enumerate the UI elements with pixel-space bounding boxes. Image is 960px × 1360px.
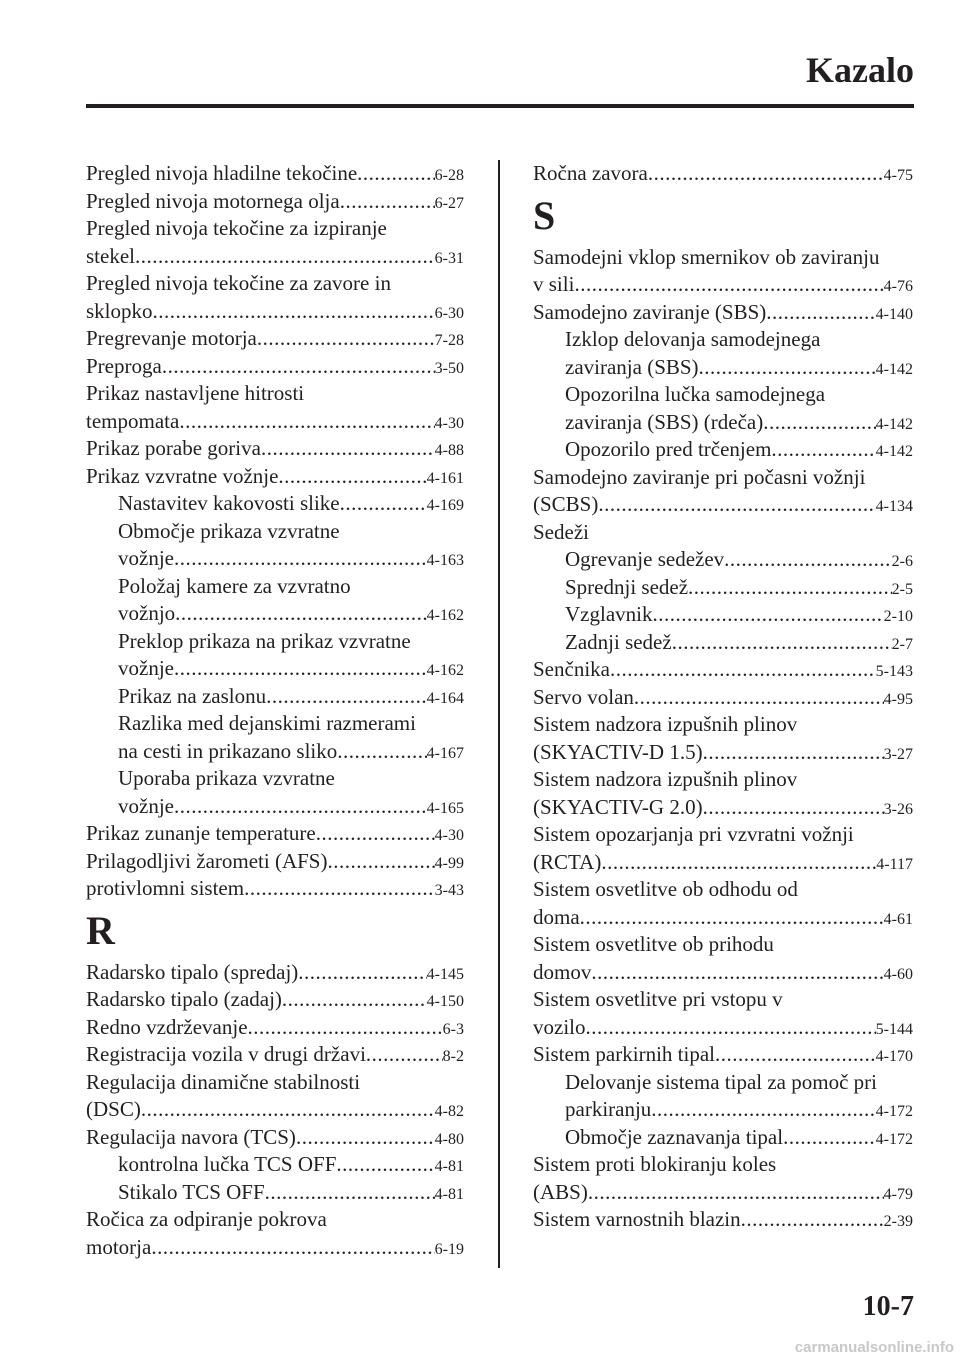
index-entry-text: Zadnji sedež xyxy=(565,629,672,654)
index-entry xyxy=(533,299,913,327)
dot-leader xyxy=(151,1234,434,1262)
dot-leader xyxy=(282,986,427,1014)
index-subentry xyxy=(533,1124,913,1152)
index-entry xyxy=(86,298,464,326)
index-page-ref: 4-170 xyxy=(875,1048,913,1065)
index-page-ref: 4-30 xyxy=(434,827,464,844)
dot-leader xyxy=(244,875,435,903)
index-entry-text: motorja xyxy=(86,1234,152,1259)
index-page-ref: 4-142 xyxy=(875,360,913,378)
index-entry: Prikaz nastavljene hitrosti xyxy=(86,381,305,405)
index-entry-text: (ABS) xyxy=(533,1179,588,1204)
dot-leader xyxy=(336,1151,434,1179)
index-entry-text: Senčnika xyxy=(533,657,610,681)
dot-leader xyxy=(316,820,435,848)
index-entry xyxy=(86,160,464,188)
dot-leader xyxy=(715,1041,876,1069)
index-entry-text: zaviranja (SBS) xyxy=(565,354,699,379)
dot-leader xyxy=(763,409,875,437)
dot-leader xyxy=(357,160,435,188)
index-entry-text: Prikaz zunanje temperature xyxy=(86,821,316,845)
index-subentry: Izklop delovanja samodejnega xyxy=(565,327,821,351)
index-entry: Sedeži xyxy=(533,519,589,544)
index-entry xyxy=(533,1206,913,1234)
index-entry-text: Preproga xyxy=(86,353,162,378)
dot-leader xyxy=(296,1124,435,1152)
index-entry-text: (DSC) xyxy=(86,1097,141,1121)
dot-leader xyxy=(741,1206,884,1234)
index-page-ref: 2-5 xyxy=(891,580,913,598)
index-entry xyxy=(533,959,913,987)
index-entry-text: Stikalo TCS OFF xyxy=(118,1179,265,1204)
index-entry-text: Radarsko tipalo (spredaj) xyxy=(86,959,299,984)
index-page-ref: 4-30 xyxy=(434,414,464,432)
index-page-ref: 3-50 xyxy=(434,359,464,377)
index-subentry xyxy=(86,655,464,683)
index-entry-text: vozilo xyxy=(533,1014,586,1039)
index-page-ref: 4-142 xyxy=(875,415,913,433)
index-page-ref: 4-60 xyxy=(883,965,913,983)
index-entry: Sistem opozarjanja pri vzvratni vožnji xyxy=(533,822,854,846)
dot-leader xyxy=(141,1096,435,1124)
index-entry: Pregled nivoja tekočine za zavore in xyxy=(86,271,391,295)
dot-leader xyxy=(634,684,884,712)
index-entry: Sistem nadzora izpušnih plinov xyxy=(533,767,798,791)
index-entry: Sistem nadzora izpušnih plinov xyxy=(533,712,798,736)
index-subentry xyxy=(533,436,913,464)
index-entry-text: Pregrevanje motorja xyxy=(86,326,257,350)
index-entry-text: tempomata xyxy=(86,408,180,433)
index-subentry xyxy=(533,354,913,382)
dot-leader xyxy=(598,491,875,519)
index-entry-text: kontrolna lučka TCS OFF xyxy=(118,1152,337,1176)
index-page-ref: 4-81 xyxy=(434,1185,464,1203)
index-entry-text: Prikaz vzvratne vožnje xyxy=(86,463,279,488)
index-entry-text: Prilagodljivi žarometi (AFS) xyxy=(86,848,328,873)
index-entry: Sistem osvetlitve ob odhodu od xyxy=(533,877,798,901)
index-subentry xyxy=(86,600,464,628)
index-page-ref: 4-140 xyxy=(875,305,913,323)
dot-leader xyxy=(278,463,426,491)
index-entry-text: parkiranju xyxy=(565,1097,652,1121)
index-page-ref: 4-172 xyxy=(875,1103,913,1120)
index-page-ref: 4-95 xyxy=(883,690,913,708)
index-entry-text: stekel xyxy=(86,243,135,268)
index-page-ref: 6-30 xyxy=(434,304,464,322)
dot-leader xyxy=(340,188,435,216)
index-entry xyxy=(533,1041,913,1069)
index-subentry: Opozorilna lučka samodejnega xyxy=(565,382,826,406)
index-subentry xyxy=(533,574,913,602)
index-entry xyxy=(86,959,464,987)
index-entry: Ročica za odpiranje pokrova xyxy=(86,1207,327,1231)
index-page-ref: 4-81 xyxy=(434,1158,464,1175)
index-section-letter: S xyxy=(533,192,556,238)
index-entry xyxy=(86,820,464,848)
index-subentry xyxy=(533,546,913,574)
index-entry-text: sklopko xyxy=(86,298,153,323)
index-entry: Sistem proti blokiranju koles xyxy=(533,1152,777,1176)
index-page-ref: 4-162 xyxy=(426,607,464,624)
index-entry-text: vožnjo xyxy=(118,601,176,625)
index-entry: Regulacija dinamične stabilnosti xyxy=(86,1069,361,1094)
dot-leader xyxy=(703,739,884,767)
index-page-ref: 2-7 xyxy=(891,635,913,653)
index-page-ref: 4-162 xyxy=(426,662,464,679)
index-page-ref: 4-142 xyxy=(875,443,913,460)
index-entry-text: Nastavitev kakovosti slike xyxy=(118,491,340,515)
index-entry-text: protivlomni sistem xyxy=(86,876,245,900)
dot-leader xyxy=(135,243,435,271)
dot-leader xyxy=(591,959,883,987)
dot-leader xyxy=(266,683,427,711)
index-entry: Samodejno zaviranje pri počasni vožnji xyxy=(533,464,866,489)
index-subentry xyxy=(533,1096,913,1124)
index-entry-text: (RCTA) xyxy=(533,849,602,874)
index-entry-text: (SKYACTIV-D 1.5) xyxy=(533,739,703,764)
index-page-ref: 5-144 xyxy=(875,1020,913,1038)
dot-leader xyxy=(724,546,892,574)
index-subentry: Uporaba prikaza vzvratne xyxy=(118,766,335,790)
index-subentry xyxy=(86,793,464,821)
index-entry xyxy=(86,1041,464,1069)
index-page-ref: 4-117 xyxy=(876,855,913,873)
index-entry xyxy=(533,849,913,877)
index-page-ref: 4-145 xyxy=(426,965,464,983)
index-page-ref: 5-143 xyxy=(875,663,913,680)
index-subentry xyxy=(533,601,913,629)
index-entry-text: Prikaz porabe goriva xyxy=(86,436,261,460)
dot-leader xyxy=(586,1014,876,1042)
index-entry xyxy=(86,1096,464,1124)
dot-leader xyxy=(688,574,892,602)
index-entry-text: Redno vzdrževanje xyxy=(86,1014,248,1039)
index-entry xyxy=(533,1179,913,1207)
index-page-ref: 4-161 xyxy=(426,469,464,487)
index-entry-text: Območje zaznavanja tipal xyxy=(565,1124,784,1149)
index-entry-text: Samodejno zaviranje (SBS) xyxy=(533,299,767,324)
dot-leader xyxy=(248,1014,443,1042)
index-entry xyxy=(86,1124,464,1152)
index-subentry: Položaj kamere za vzvratno xyxy=(118,573,351,598)
index-entry-text: Pregled nivoja motornega olja xyxy=(86,188,340,213)
index-entry xyxy=(86,408,464,436)
index-page-ref: 4-82 xyxy=(434,1103,464,1120)
dot-leader xyxy=(601,849,876,877)
dot-leader xyxy=(366,1041,443,1069)
dot-leader xyxy=(162,353,435,381)
index-page-ref: 6-31 xyxy=(434,249,464,267)
dot-leader xyxy=(174,793,427,821)
index-entry-text: v sili xyxy=(533,272,575,296)
index-subentry xyxy=(86,490,464,518)
index-entry-text: zaviranja (SBS) (rdeča) xyxy=(565,409,764,434)
index-page-ref: 4-163 xyxy=(426,552,464,569)
dot-leader xyxy=(340,490,427,518)
index-entry xyxy=(533,271,913,299)
dot-leader xyxy=(265,1179,435,1207)
index-entry xyxy=(86,188,464,216)
index-entry: Sistem osvetlitve ob prihodu xyxy=(533,932,774,956)
index-entry-text: Sistem parkirnih tipal xyxy=(533,1042,715,1066)
index-entry-text: Pregled nivoja hladilne tekočine xyxy=(86,161,358,185)
dot-leader xyxy=(257,325,435,353)
index-entry-text: Radarsko tipalo (zadaj) xyxy=(86,987,282,1011)
index-subentry xyxy=(533,409,913,437)
dot-leader xyxy=(175,600,427,628)
dot-leader xyxy=(174,545,427,573)
index-entry-text: Prikaz na zaslonu xyxy=(118,683,267,708)
dot-leader xyxy=(261,435,435,463)
index-subentry xyxy=(86,545,464,573)
index-page-ref: 4-165 xyxy=(426,799,464,817)
index-section-letter: R xyxy=(86,907,115,953)
index-entry-text: vožnje xyxy=(118,793,174,818)
dot-leader xyxy=(703,794,884,822)
index-entry xyxy=(533,739,913,767)
index-subentry xyxy=(86,738,464,766)
index-entry xyxy=(86,325,464,353)
dot-leader xyxy=(153,298,435,326)
index-page-ref: 4-167 xyxy=(426,744,464,762)
index-entry xyxy=(86,243,464,271)
index-page-ref: 4-88 xyxy=(434,442,464,459)
index-entry-text: Vzglavnik xyxy=(565,602,653,626)
dot-leader xyxy=(699,354,876,382)
index-entry xyxy=(533,1014,913,1042)
index-entry xyxy=(533,794,913,822)
dot-leader xyxy=(298,959,426,987)
dot-leader xyxy=(651,1096,875,1124)
dot-leader xyxy=(588,1179,884,1207)
header-rule xyxy=(86,104,914,108)
index-page-ref: 4-134 xyxy=(875,498,913,515)
index-entry xyxy=(86,463,464,491)
index-page-ref: 4-75 xyxy=(883,167,913,184)
index-subentry: Razlika med dejanskimi razmerami xyxy=(118,711,416,735)
index-subentry: Preklop prikaza na prikaz vzvratne xyxy=(118,628,411,653)
column-divider xyxy=(498,160,500,1268)
index-entry-text: vožnje xyxy=(118,656,174,680)
dot-leader xyxy=(771,436,875,464)
index-entry-text: na cesti in prikazano sliko xyxy=(118,738,338,763)
index-page-ref: 2-6 xyxy=(891,553,913,570)
index-page-ref: 3-27 xyxy=(883,745,913,763)
index-page-ref: 4-169 xyxy=(426,497,464,514)
index-subentry: Delovanje sistema tipal za pomoč pri xyxy=(565,1069,877,1094)
dot-leader xyxy=(766,299,875,327)
dot-leader xyxy=(327,848,434,876)
index-entry-text: Regulacija navora (TCS) xyxy=(86,1124,296,1149)
index-page-ref: 6-19 xyxy=(434,1240,464,1258)
index-entry-text: (SCBS) xyxy=(533,492,599,516)
index-page-ref: 8-2 xyxy=(442,1048,464,1065)
index-entry xyxy=(533,160,913,188)
index-entry-text: doma xyxy=(533,904,580,929)
index-page-ref: 4-76 xyxy=(883,278,913,295)
index-entry-text: Ročna zavora xyxy=(533,161,648,185)
index-page-ref: 4-80 xyxy=(434,1130,464,1148)
index-page-ref: 4-164 xyxy=(426,689,464,707)
index-entry-text: Registracija vozila v drugi državi xyxy=(86,1042,366,1066)
watermark: carmanualsonline.info xyxy=(794,1339,954,1356)
index-page-ref: 4-172 xyxy=(875,1130,913,1148)
index-page-ref: 2-39 xyxy=(883,1213,913,1230)
page-header-title: Kazalo xyxy=(806,50,914,90)
index-page-ref: 4-61 xyxy=(883,910,913,928)
index-entry xyxy=(533,684,913,712)
index-entry-text: Ogrevanje sedežev xyxy=(565,547,725,571)
index-entry-text: domov xyxy=(533,959,592,984)
dot-leader xyxy=(648,160,884,188)
page-number: 10-7 xyxy=(862,1291,914,1322)
index-subentry xyxy=(533,629,913,657)
index-entry-text: Sprednji sedež xyxy=(565,574,689,599)
index-entry xyxy=(533,904,913,932)
index-page-ref: 3-26 xyxy=(883,800,913,818)
dot-leader xyxy=(174,655,427,683)
index-page-ref: 4-79 xyxy=(883,1185,913,1203)
index-column-right xyxy=(533,160,913,1234)
index-page-ref: 6-3 xyxy=(442,1020,464,1038)
index-entry: Samodejni vklop smernikov ob zaviranju xyxy=(533,244,880,269)
index-entry xyxy=(86,353,464,381)
dot-leader xyxy=(179,408,434,436)
index-subentry xyxy=(86,1179,464,1207)
index-page-ref: 7-28 xyxy=(434,332,464,349)
index-entry-text: vožnje xyxy=(118,546,174,570)
index-entry xyxy=(533,491,913,519)
dot-leader xyxy=(610,656,876,684)
index-entry-text: Opozorilo pred trčenjem xyxy=(565,437,772,461)
index-subentry xyxy=(86,683,464,711)
index-page-ref: 3-43 xyxy=(434,882,464,899)
index-entry xyxy=(86,435,464,463)
index-entry-text: Sistem varnostnih blazin xyxy=(533,1207,741,1231)
index-entry xyxy=(86,1014,464,1042)
dot-leader xyxy=(672,629,892,657)
index-entry-text: (SKYACTIV-G 2.0) xyxy=(533,794,703,819)
index-page-ref: 4-99 xyxy=(434,854,464,872)
index-entry: Pregled nivoja tekočine za izpiranje xyxy=(86,216,387,240)
index-entry: Sistem osvetlitve pri vstopu v xyxy=(533,987,783,1011)
index-column-left xyxy=(86,160,464,1261)
dot-leader xyxy=(580,904,884,932)
dot-leader xyxy=(652,601,883,629)
dot-leader xyxy=(337,738,426,766)
index-entry xyxy=(533,656,913,684)
index-entry xyxy=(86,848,464,876)
index-entry xyxy=(86,1234,464,1262)
index-subentry xyxy=(86,1151,464,1179)
dot-leader xyxy=(783,1124,876,1152)
index-entry xyxy=(86,875,464,903)
index-page-ref: 2-10 xyxy=(883,608,913,625)
index-subentry: Območje prikaza vzvratne xyxy=(118,518,340,543)
dot-leader xyxy=(574,271,883,299)
index-page-ref: 4-150 xyxy=(426,993,464,1010)
index-page-ref: 6-27 xyxy=(434,194,464,212)
index-entry-text: Servo volan xyxy=(533,684,634,709)
index-entry xyxy=(86,986,464,1014)
index-page-ref: 6-28 xyxy=(434,167,464,184)
